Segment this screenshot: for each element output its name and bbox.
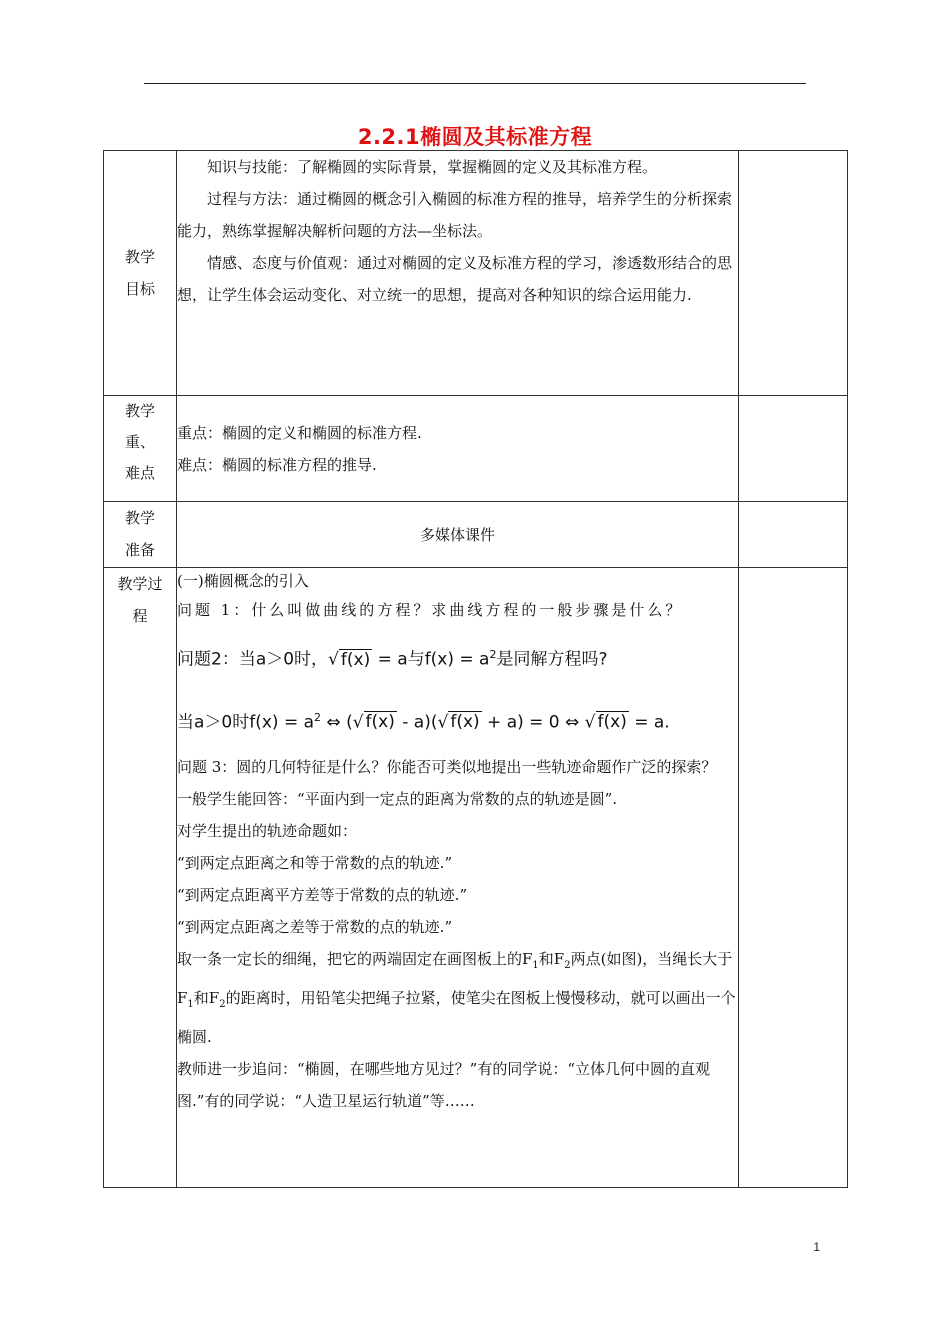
label-objectives <box>104 151 177 396</box>
exp-d: 2 <box>564 960 571 972</box>
eq-part2: - a)( <box>396 712 438 733</box>
label-process <box>104 568 177 1188</box>
equivalence-equation <box>177 689 738 752</box>
eq-exponent: 2 <box>314 710 322 724</box>
row-key-points <box>104 396 848 502</box>
exp-e: 两点(如图)，当绳长大于F <box>177 950 733 1008</box>
eq-radicand-3: f(x) <box>597 712 627 733</box>
content-objectives <box>177 151 739 396</box>
q2-mid: = a与f(x) = a <box>372 649 490 670</box>
eq-part1: ⇔ ( <box>321 712 353 733</box>
notes-objectives <box>739 151 848 396</box>
q2-suffix: 是同解方程吗? <box>496 649 608 670</box>
eq-part4: = a. <box>628 712 670 733</box>
content-preparation <box>177 502 739 568</box>
label-key-line1: 教学 <box>124 402 155 420</box>
content-process <box>177 568 739 1188</box>
propositions-intro: 对学生提出的轨迹命题如： <box>177 822 358 841</box>
sqrt-icon: √ <box>584 712 596 733</box>
notes-preparation <box>739 502 848 568</box>
label-key-line2: 重、 <box>124 433 155 451</box>
objective-attitude: 情感、态度与价值观：通过对椭圆的定义及标准方程的学习，渗透数形结合的思想，让学生体会运动变化、对立统一的思想，提高对各种知识的综合运用能力. <box>177 254 733 304</box>
label-process-line1: 教学过 <box>117 575 163 593</box>
exp-i: 的距离时，用铅笔尖把绳子拉紧，使笔尖在图板上慢慢移动，就可以画出一个椭圆. <box>177 989 736 1047</box>
question-3: 问题 3：圆的几何特征是什么？你能否可类似地提出一些轨迹命题作广泛的探索？ <box>177 758 717 777</box>
proposition-1: “到两定点距离之和等于常数的点的轨迹.” <box>177 854 453 873</box>
exp-c: 和F <box>538 950 565 969</box>
string-experiment <box>177 943 738 1053</box>
label-objectives-line2: 目标 <box>124 280 155 298</box>
sqrt-icon: √ <box>352 712 364 733</box>
exp-a: 取一条一定长的细绳，把它的两端固定在画图板上的F <box>177 950 533 969</box>
notes-process <box>739 568 848 1188</box>
student-answer: 一般学生能回答：“平面内到一定点的距离为常数的点的轨迹是圆”. <box>177 790 618 809</box>
label-key-points <box>104 396 177 502</box>
label-prep-line1: 教学 <box>124 509 155 527</box>
difficult-point: 难点：椭圆的标准方程的推导. <box>177 455 377 474</box>
sqrt-icon: √ <box>328 649 339 670</box>
notes-key-points <box>739 396 848 502</box>
lesson-plan-table <box>103 150 848 1188</box>
question-2 <box>177 626 738 689</box>
teacher-followup: 教师进一步追问：“椭圆，在哪些地方见过？”有的同学说：“立体几何中圆的直观图.”有的同学说：“人造卫星运行轨道”等…… <box>177 1060 711 1111</box>
row-process <box>104 568 848 1188</box>
exp-h: 2 <box>219 999 226 1011</box>
exp-f: 1 <box>187 999 194 1011</box>
exp-b: 1 <box>532 960 539 972</box>
process-heading: (一)椭圆概念的引入 <box>177 572 309 590</box>
label-preparation <box>104 502 177 568</box>
objective-knowledge: 知识与技能：了解椭圆的实际背景，掌握椭圆的定义及其标准方程。 <box>207 158 658 176</box>
sqrt-icon: √ <box>437 712 449 733</box>
eq-prefix: 当a＞0时f(x) = a <box>177 712 315 733</box>
objective-process: 过程与方法：通过椭圆的概念引入椭圆的标准方程的推导，培养学生的分析探索能力，熟练掌握解决解析问题的方法—坐标法。 <box>177 190 733 240</box>
label-process-line2: 程 <box>132 607 148 625</box>
eq-radicand-2: f(x) <box>450 712 480 733</box>
proposition-3: “到两定点距离之差等于常数的点的轨迹.” <box>177 918 453 937</box>
eq-part3: + a) = 0 ⇔ <box>481 712 585 733</box>
row-objectives <box>104 151 848 396</box>
row-preparation <box>104 502 848 568</box>
page-title: 2.2.1椭圆及其标准方程 <box>357 125 593 149</box>
label-prep-line2: 准备 <box>124 541 155 559</box>
q2-exponent: 2 <box>489 648 497 661</box>
page-number: 1 <box>813 1240 820 1254</box>
label-key-line3: 难点 <box>124 464 155 482</box>
proposition-2: “到两定点距离平方差等于常数的点的轨迹.” <box>177 886 468 905</box>
content-key-points <box>177 396 739 502</box>
header-rule <box>144 83 806 84</box>
exp-g: 和F <box>193 989 220 1008</box>
q2-prefix: 问题2：当a＞0时， <box>177 649 329 670</box>
label-objectives-line1: 教学 <box>124 248 155 266</box>
q2-radicand: f(x) <box>340 649 371 670</box>
eq-radicand-1: f(x) <box>365 712 395 733</box>
preparation-text: 多媒体课件 <box>419 525 495 544</box>
key-point: 重点：椭圆的定义和椭圆的标准方程. <box>177 423 422 442</box>
question-1: 问题 1：什么叫做曲线的方程？求曲线方程的一般步骤是什么？ <box>177 601 684 619</box>
